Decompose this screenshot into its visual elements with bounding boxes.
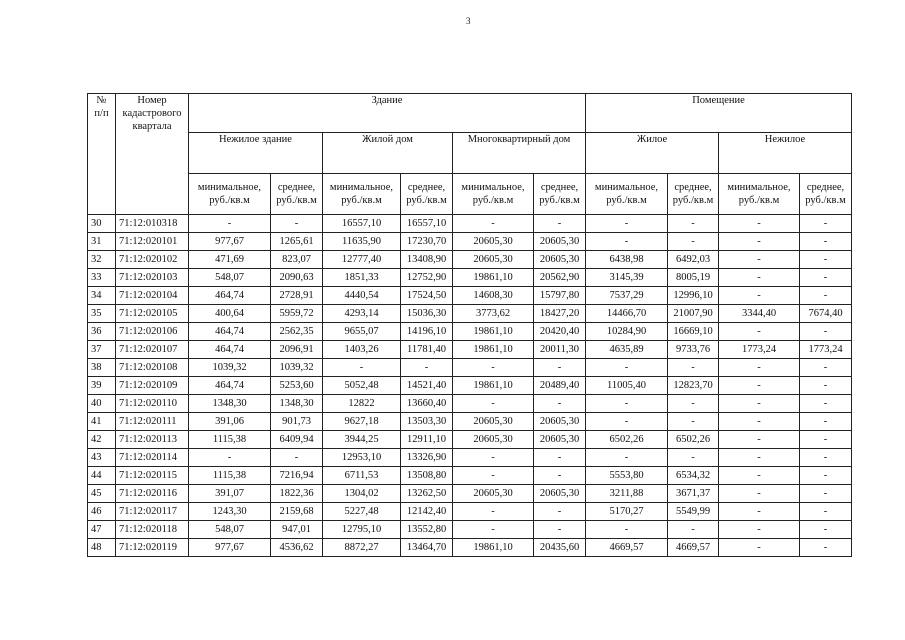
table-cell: 1265,61 [271,233,323,251]
table-cell: - [401,359,453,377]
table-cell: 71:12:020101 [116,233,189,251]
table-cell: - [719,431,800,449]
table-row [88,449,852,467]
cadastral-value-table [87,93,852,557]
table-cell: - [719,323,800,341]
table-cell: 48 [88,539,116,557]
table-cell: - [668,359,719,377]
table-cell: 71:12:020107 [116,341,189,359]
table-cell: 3773,62 [453,305,534,323]
header-avg: среднее, руб./кв.м [271,174,323,215]
table-cell: 5227,48 [323,503,401,521]
table-cell: 20011,30 [534,341,586,359]
table-cell: 6711,53 [323,467,401,485]
table-row [88,521,852,539]
table-cell: 71:12:020106 [116,323,189,341]
table-cell: 41 [88,413,116,431]
table-row [88,467,852,485]
table-cell: 5959,72 [271,305,323,323]
table-cell: - [534,521,586,539]
table-cell: 71:12:020116 [116,485,189,503]
table-cell: 1773,24 [719,341,800,359]
table-cell: - [719,503,800,521]
table-cell: 13408,90 [401,251,453,269]
table-cell: - [534,449,586,467]
table-cell: - [534,359,586,377]
table-cell: - [534,467,586,485]
table-cell: 1039,32 [271,359,323,377]
table-cell: - [800,377,852,395]
table-cell: - [800,233,852,251]
table-cell: 20605,30 [534,233,586,251]
table-row [88,485,852,503]
table-cell: 5549,99 [668,503,719,521]
table-cell: 43 [88,449,116,467]
table-cell: 9627,18 [323,413,401,431]
table-cell: 35 [88,305,116,323]
table-cell: 1348,30 [189,395,271,413]
table-cell: - [719,215,800,233]
table-cell: 13508,80 [401,467,453,485]
table-cell: 44 [88,467,116,485]
table-cell: 471,69 [189,251,271,269]
table-cell: 20489,40 [534,377,586,395]
table-cell: 20605,30 [534,485,586,503]
table-cell: 15797,80 [534,287,586,305]
table-cell: - [719,395,800,413]
table-cell: 12911,10 [401,431,453,449]
table-cell: - [668,395,719,413]
table-cell: - [719,539,800,557]
table-cell: 18427,20 [534,305,586,323]
table-cell: - [800,215,852,233]
table-cell: 8005,19 [668,269,719,287]
table-cell: 12822 [323,395,401,413]
table-cell: 12795,10 [323,521,401,539]
table-cell: 20562,90 [534,269,586,287]
table-row [88,413,852,431]
table-cell: 1115,38 [189,431,271,449]
table-cell: - [453,359,534,377]
table-row [88,323,852,341]
table-cell: 12953,10 [323,449,401,467]
table-cell: - [800,413,852,431]
table-cell: 1115,38 [189,467,271,485]
table-cell: 20605,30 [534,431,586,449]
table-cell: 7216,94 [271,467,323,485]
table-cell: 71:12:020102 [116,251,189,269]
table-cell: 3211,88 [586,485,668,503]
table-cell: - [668,449,719,467]
header-premises: Помещение [586,94,852,133]
table-cell: 30 [88,215,116,233]
table-cell: 16557,10 [401,215,453,233]
table-cell: 46 [88,503,116,521]
table-cell: - [719,377,800,395]
table-cell: - [800,431,852,449]
table-cell: 3344,40 [719,305,800,323]
table-cell: 14196,10 [401,323,453,341]
table-row [88,341,852,359]
table-cell: 31 [88,233,116,251]
header-min: минимальное, руб./кв.м [323,174,401,215]
header-avg: среднее, руб./кв.м [401,174,453,215]
table-cell: 4669,57 [586,539,668,557]
table-cell: 12752,90 [401,269,453,287]
table-cell: 464,74 [189,323,271,341]
table-cell: 8872,27 [323,539,401,557]
table-cell: 71:12:020119 [116,539,189,557]
header-min: минимальное, руб./кв.м [189,174,271,215]
table-row [88,251,852,269]
table-cell: 4293,14 [323,305,401,323]
table-cell: 15036,30 [401,305,453,323]
table-cell: 71:12:020118 [116,521,189,539]
header-num: № п/п [88,94,116,215]
table-cell: 1851,33 [323,269,401,287]
table-row [88,287,852,305]
table-cell: - [800,359,852,377]
table-cell: 42 [88,431,116,449]
header-min: минимальное, руб./кв.м [586,174,668,215]
table-cell: 548,07 [189,269,271,287]
table-cell: 19861,10 [453,539,534,557]
table-cell: - [719,251,800,269]
table-row [88,395,852,413]
table-cell: 20435,60 [534,539,586,557]
table-cell: - [668,233,719,251]
table-cell: 947,01 [271,521,323,539]
table-cell: 17524,50 [401,287,453,305]
table-cell: - [453,215,534,233]
table-cell: - [719,521,800,539]
table-cell: 3145,39 [586,269,668,287]
table-cell: 400,64 [189,305,271,323]
table-cell: - [453,467,534,485]
table-cell: - [534,215,586,233]
table-cell: 13262,50 [401,485,453,503]
table-cell: 1304,02 [323,485,401,503]
table-cell: 71:12:020113 [116,431,189,449]
table-cell: 12777,40 [323,251,401,269]
table-cell: 1403,26 [323,341,401,359]
header-kvartal: Номер кадастрового квартала [116,94,189,215]
table-cell: 16669,10 [668,323,719,341]
table-cell: - [586,359,668,377]
table-cell: 71:12:020108 [116,359,189,377]
table-cell: - [719,467,800,485]
table-cell: 13326,90 [401,449,453,467]
header-residential: Жилое [586,133,719,174]
table-cell: 13552,80 [401,521,453,539]
table-cell: 2728,91 [271,287,323,305]
header-apartment-building: Многоквартирный дом [453,133,586,174]
table-cell: - [719,233,800,251]
table-row [88,377,852,395]
table-cell: - [453,449,534,467]
header-nonresidential: Нежилое [719,133,852,174]
table-cell: 4669,57 [668,539,719,557]
page-number: 3 [466,16,471,26]
table-cell: 548,07 [189,521,271,539]
header-building: Здание [189,94,586,133]
table-cell: 33 [88,269,116,287]
table-cell: 464,74 [189,287,271,305]
table-cell: - [800,539,852,557]
table-cell: 12996,10 [668,287,719,305]
table-cell: - [800,287,852,305]
table-cell: 6492,03 [668,251,719,269]
table-cell: - [668,521,719,539]
table-cell: 20605,30 [453,233,534,251]
table-row [88,539,852,557]
table-cell: 20605,30 [453,485,534,503]
table-cell: - [534,395,586,413]
table-cell: 38 [88,359,116,377]
table-cell: 464,74 [189,341,271,359]
table-cell: 2562,35 [271,323,323,341]
table-cell: 6502,26 [586,431,668,449]
table-cell: 34 [88,287,116,305]
table-cell: 16557,10 [323,215,401,233]
table-cell: - [453,521,534,539]
header-house: Жилой дом [323,133,453,174]
table-cell: 12823,70 [668,377,719,395]
table-cell: 1243,30 [189,503,271,521]
table-cell: 14466,70 [586,305,668,323]
table-cell: 39 [88,377,116,395]
table-cell: 1822,36 [271,485,323,503]
table-cell: 391,07 [189,485,271,503]
table-cell: 20605,30 [534,251,586,269]
header-avg: среднее, руб./кв.м [800,174,852,215]
table-cell: - [800,449,852,467]
table-cell: 14521,40 [401,377,453,395]
table-cell: 11635,90 [323,233,401,251]
table-row [88,269,852,287]
header-min: минимальное, руб./кв.м [453,174,534,215]
table-cell: 5553,80 [586,467,668,485]
table-cell: 3671,37 [668,485,719,503]
table-cell: 7537,29 [586,287,668,305]
table-cell: 19861,10 [453,377,534,395]
table-cell: - [668,413,719,431]
table-cell: 4635,89 [586,341,668,359]
table-cell: 901,73 [271,413,323,431]
table-cell: 20605,30 [453,251,534,269]
table-cell: 20605,30 [534,413,586,431]
header-avg: среднее, руб./кв.м [534,174,586,215]
table-cell: - [800,467,852,485]
table-cell: 6409,94 [271,431,323,449]
table-cell: - [800,269,852,287]
table-cell: - [719,413,800,431]
table-cell: 19861,10 [453,341,534,359]
table-cell: 1348,30 [271,395,323,413]
table-cell: - [586,521,668,539]
table-cell: - [271,215,323,233]
table-cell: - [800,521,852,539]
table-cell: 19861,10 [453,269,534,287]
table-cell: 32 [88,251,116,269]
table-cell: 2159,68 [271,503,323,521]
table-cell: - [800,485,852,503]
table-cell: 4440,54 [323,287,401,305]
table-cell: 3944,25 [323,431,401,449]
table-row [88,503,852,521]
table-cell: 6438,98 [586,251,668,269]
table-cell: 10284,90 [586,323,668,341]
table-cell: - [453,503,534,521]
header-min: минимальное, руб./кв.м [719,174,800,215]
table-cell: 12142,40 [401,503,453,521]
table-row [88,359,852,377]
table-cell: 37 [88,341,116,359]
table-cell: - [800,503,852,521]
table-cell: - [586,215,668,233]
table-cell: - [586,413,668,431]
table-cell: 21007,90 [668,305,719,323]
table-cell: 6502,26 [668,431,719,449]
table-cell: 9733,76 [668,341,719,359]
table-row [88,215,852,233]
table-cell: 71:12:010318 [116,215,189,233]
table-cell: 40 [88,395,116,413]
table-cell: 11781,40 [401,341,453,359]
table-cell: 71:12:020111 [116,413,189,431]
table-cell: 823,07 [271,251,323,269]
table-cell: 391,06 [189,413,271,431]
table-cell: - [719,485,800,503]
table-cell: 71:12:020114 [116,449,189,467]
table-cell: 5253,60 [271,377,323,395]
table-cell: 20420,40 [534,323,586,341]
table-row [88,233,852,251]
table-cell: - [586,395,668,413]
table-cell: 2096,91 [271,341,323,359]
table-cell: 11005,40 [586,377,668,395]
table-cell: 6534,32 [668,467,719,485]
table-row [88,431,852,449]
table-cell: 71:12:020104 [116,287,189,305]
table-row [88,305,852,323]
table-cell: 7674,40 [800,305,852,323]
header-avg: среднее, руб./кв.м [668,174,719,215]
table-cell: 977,67 [189,233,271,251]
table-cell: - [323,359,401,377]
table-cell: 2090,63 [271,269,323,287]
table-cell: 464,74 [189,377,271,395]
table-cell: 36 [88,323,116,341]
table-cell: - [800,323,852,341]
table-cell: 5170,27 [586,503,668,521]
table-cell: 13660,40 [401,395,453,413]
table-cell: - [586,449,668,467]
table-cell: 71:12:020103 [116,269,189,287]
table-cell: - [271,449,323,467]
table-cell: - [719,287,800,305]
table-cell: 14608,30 [453,287,534,305]
table-cell: 5052,48 [323,377,401,395]
table-cell: - [719,359,800,377]
table-cell: 71:12:020117 [116,503,189,521]
table-cell: 13503,30 [401,413,453,431]
table-cell: 47 [88,521,116,539]
table-cell: 977,67 [189,539,271,557]
header-nonres-building: Нежилое здание [189,133,323,174]
table-cell: 4536,62 [271,539,323,557]
table-cell: 20605,30 [453,413,534,431]
table-cell: 1773,24 [800,341,852,359]
table-cell: 20605,30 [453,431,534,449]
table-cell: - [719,269,800,287]
table-cell: - [800,395,852,413]
table-cell: 1039,32 [189,359,271,377]
table-cell: 13464,70 [401,539,453,557]
table-cell: - [534,503,586,521]
table-cell: - [800,251,852,269]
table-cell: 19861,10 [453,323,534,341]
table-cell: - [189,449,271,467]
table-cell: - [719,449,800,467]
table-body [88,215,852,557]
table-cell: 71:12:020115 [116,467,189,485]
table-cell: - [586,233,668,251]
table-cell: 71:12:020109 [116,377,189,395]
table-cell: - [453,395,534,413]
table-cell: 71:12:020110 [116,395,189,413]
table-cell: 9655,07 [323,323,401,341]
table-cell: - [189,215,271,233]
table-cell: 45 [88,485,116,503]
table-cell: - [668,215,719,233]
table-cell: 17230,70 [401,233,453,251]
table-cell: 71:12:020105 [116,305,189,323]
